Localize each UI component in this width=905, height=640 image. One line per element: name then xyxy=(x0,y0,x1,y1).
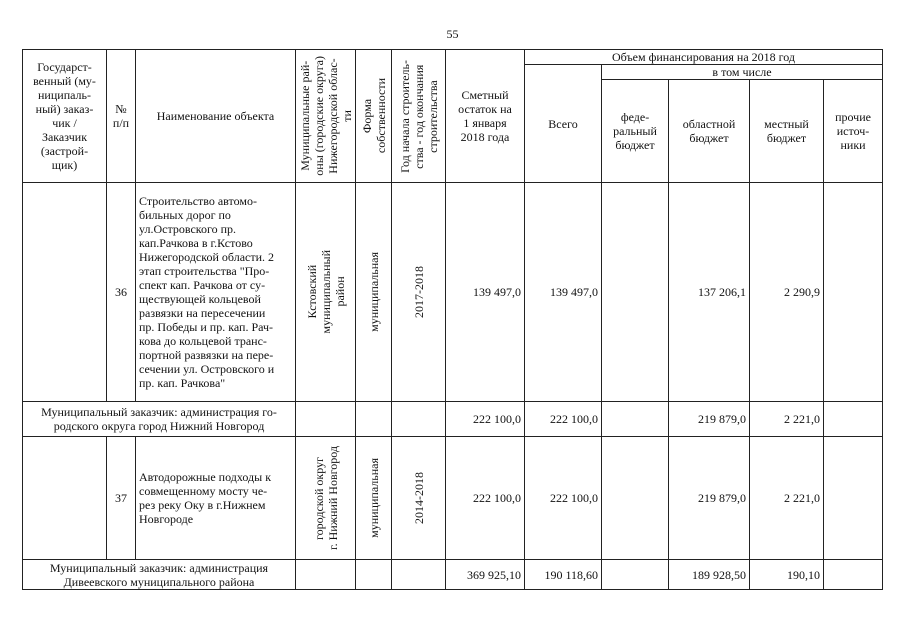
table-row xyxy=(23,437,883,560)
summary-div-other xyxy=(824,560,883,590)
header-years: Год начала строитель- ства - год окончания строительства xyxy=(397,59,440,173)
header-federal: феде- ральный бюджет xyxy=(602,80,669,183)
row36-regional: 137 206,1 xyxy=(669,183,750,402)
row37-other xyxy=(824,437,883,560)
row36-local: 2 290,9 xyxy=(750,183,824,402)
summary-div-estimate: 369 925,10 xyxy=(446,560,525,590)
summary-nn-empty-1 xyxy=(296,402,356,437)
row36-other xyxy=(824,183,883,402)
header-years-cell xyxy=(392,50,446,183)
header-districts-cell xyxy=(296,50,356,183)
row37-district: городской округ г. Нижний Новгород xyxy=(311,446,340,550)
table-row xyxy=(23,560,883,590)
table-row xyxy=(23,183,883,402)
row37-years-cell xyxy=(392,437,446,560)
row36-number: 36 xyxy=(107,183,136,402)
summary-div-empty-1 xyxy=(296,560,356,590)
row37-years: 2014-2018 xyxy=(411,472,426,524)
summary-div-regional: 189 928,50 xyxy=(669,560,750,590)
summary-div-federal xyxy=(602,560,669,590)
summary-nn-other xyxy=(824,402,883,437)
header-local: местный бюджет xyxy=(750,80,824,183)
row36-name: Строительство автомо- бильных дорог по ул.Островского пр. кап.Рачкова в г.Кстово Нижегородской области. 2 этап строительства "Про- спект кап. Рачкова от су- ществующей кольцевой развязки на пересечении пр. Победы и пр. кап. Рач- кова до кольцевой транс- портной развязки на пере- сечении ул. Островского и пр. кап. Рачкова" xyxy=(136,183,296,402)
row36-district-cell xyxy=(296,183,356,402)
summary-nn-label: Муниципальный заказчик: администрация го- родского округа город Нижний Новгород xyxy=(23,402,296,437)
summary-nn-total: 222 100,0 xyxy=(525,402,602,437)
row37-total: 222 100,0 xyxy=(525,437,602,560)
row37-district-cell xyxy=(296,437,356,560)
row36-ownership: муниципальная xyxy=(366,252,381,332)
row36-total: 139 497,0 xyxy=(525,183,602,402)
financing-table xyxy=(22,49,883,590)
row36-years: 2017-2018 xyxy=(411,266,426,318)
summary-div-local: 190,10 xyxy=(750,560,824,590)
summary-div-empty-3 xyxy=(392,560,446,590)
row36-years-cell xyxy=(392,183,446,402)
header-financing: Объем финансирования на 2018 год xyxy=(525,50,883,65)
header-estimate: Сметный остаток на 1 января 2018 года xyxy=(446,50,525,183)
header-ownership: Форма собственности xyxy=(359,78,388,154)
row37-local: 2 221,0 xyxy=(750,437,824,560)
row37-number: 37 xyxy=(107,437,136,560)
row37-ownership-cell xyxy=(356,437,392,560)
summary-nn-federal xyxy=(602,402,669,437)
row37-federal xyxy=(602,437,669,560)
row37-name: Автодорожные подходы к совмещенному мосту че- рез реку Оку в г.Нижнем Новгороде xyxy=(136,437,296,560)
summary-div-total: 190 118,60 xyxy=(525,560,602,590)
header-including: в том числе xyxy=(602,65,883,80)
summary-div-label: Муниципальный заказчик: администрация Дивеевского муниципального района xyxy=(23,560,296,590)
row36-customer xyxy=(23,183,107,402)
row37-ownership: муниципальная xyxy=(366,458,381,538)
header-object-name: Наименование объекта xyxy=(136,50,296,183)
header-number: № п/п xyxy=(107,50,136,183)
summary-nn-empty-3 xyxy=(392,402,446,437)
summary-nn-regional: 219 879,0 xyxy=(669,402,750,437)
summary-nn-empty-2 xyxy=(356,402,392,437)
page-number: 55 xyxy=(446,27,459,41)
row36-ownership-cell xyxy=(356,183,392,402)
row37-estimate: 222 100,0 xyxy=(446,437,525,560)
header-customer: Государст- венный (му- ниципаль- ный) заказ- чик / Заказчик (застрой- щик) xyxy=(23,50,107,183)
header-total: Всего xyxy=(525,65,602,183)
row36-federal xyxy=(602,183,669,402)
row36-district: Кстовский муниципальный район xyxy=(304,250,347,334)
row37-customer xyxy=(23,437,107,560)
header-ownership-cell xyxy=(356,50,392,183)
row36-estimate: 139 497,0 xyxy=(446,183,525,402)
table-row xyxy=(23,402,883,437)
header-districts: Муниципальные рай- оны (городские округа) Нижегородской облас- ти xyxy=(297,56,354,176)
summary-nn-local: 2 221,0 xyxy=(750,402,824,437)
summary-nn-estimate: 222 100,0 xyxy=(446,402,525,437)
header-regional: областной бюджет xyxy=(669,80,750,183)
summary-div-empty-2 xyxy=(356,560,392,590)
row37-regional: 219 879,0 xyxy=(669,437,750,560)
header-other: прочие источ- ники xyxy=(824,80,883,183)
